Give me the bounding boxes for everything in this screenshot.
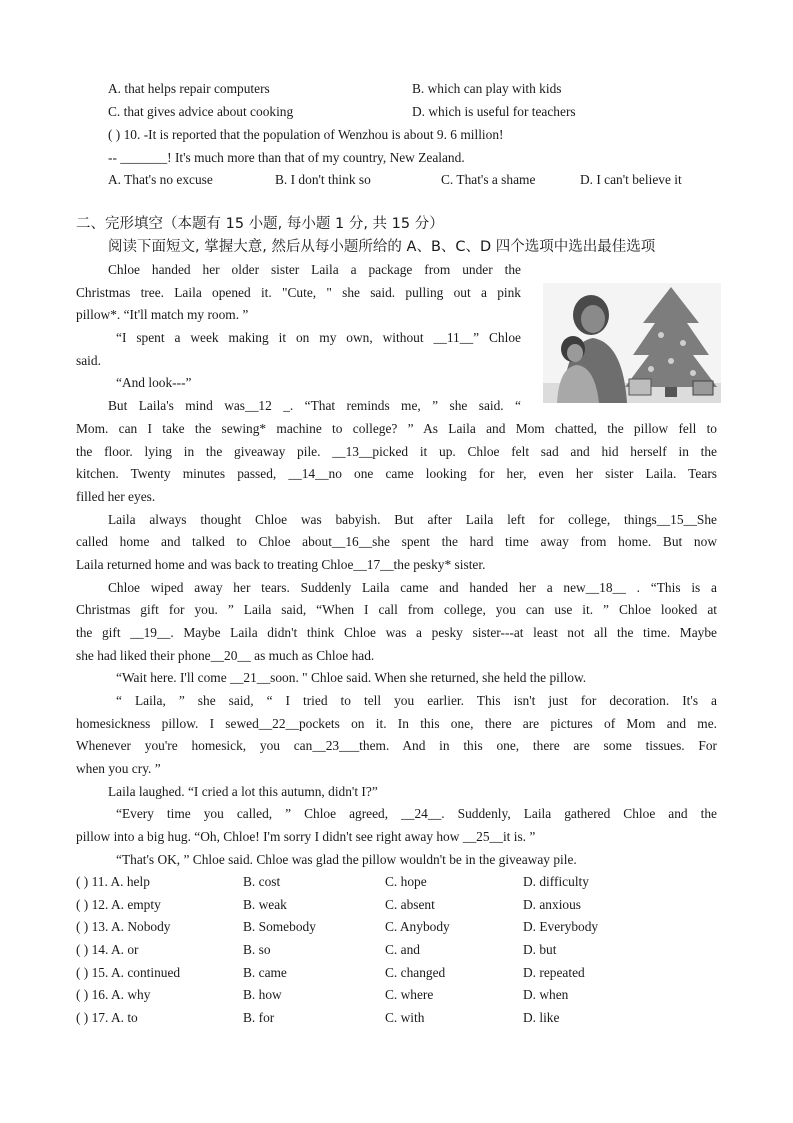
option-d: D. but bbox=[523, 942, 557, 957]
passage-line: “And look---” bbox=[116, 375, 192, 390]
option-d: D. repeated bbox=[523, 965, 585, 980]
option-b: B. Somebody bbox=[243, 919, 316, 934]
passage-line: called home and talked to Chloe about__16__she spent the hard time away from home. But now bbox=[76, 534, 717, 549]
question-number: ( ) 17. A. to bbox=[76, 1010, 138, 1025]
passage-line: “ Laila, ” she said, “ I tried to tell you earlier. This isn't just for decoration. It's a bbox=[116, 693, 717, 708]
question-number: ( ) 11. A. help bbox=[76, 874, 150, 889]
q9-option-c: C. that gives advice about cooking bbox=[108, 104, 294, 119]
q9-option-a: A. that helps repair computers bbox=[108, 81, 270, 96]
question-number: ( ) 16. A. why bbox=[76, 987, 151, 1002]
option-c: C. with bbox=[385, 1010, 425, 1025]
option-d: D. anxious bbox=[523, 897, 582, 912]
q10-option-d: D. I can't believe it bbox=[580, 172, 682, 187]
option-b: B. weak bbox=[243, 897, 287, 912]
passage-line: said. bbox=[76, 353, 101, 368]
passage-line: “Every time you called, ” Chloe agreed, __24__. Suddenly, Laila gathered Chloe and the bbox=[116, 806, 717, 821]
section-title: 二、完形填空（本题有 15 小题, 每小题 1 分, 共 15 分） bbox=[76, 216, 444, 232]
option-c: C. where bbox=[385, 987, 434, 1002]
option-c: C. changed bbox=[385, 965, 446, 980]
option-b: B. cost bbox=[243, 874, 281, 889]
passage-line: Chloe wiped away her tears. Suddenly Laila came and handed her a new__18__ . “This is a bbox=[108, 580, 717, 595]
passage-line: the gift __19__. Maybe Laila didn't think Chloe was a pesky sister---at least not all the time. Maybe bbox=[76, 625, 717, 640]
passage-line: the floor. lying in the giveaway pile. __13__picked it up. Chloe felt sad and hid herself in the bbox=[76, 444, 717, 459]
passage-line: Laila laughed. “I cried a lot this autumn, didn't I?” bbox=[108, 784, 378, 799]
passage-line: “I spent a week making it on my own, without __11__” Chloe bbox=[116, 330, 521, 345]
passage-line: Mom. can I take the sewing* machine to college? ” As Laila and Mom chatted, the pillow fell to bbox=[76, 421, 717, 436]
option-b: B. came bbox=[243, 965, 287, 980]
passage-line: Christmas tree. Laila opened it. "Cute, " she said. pulling out a pink bbox=[76, 285, 521, 300]
passage-line: Chloe handed her older sister Laila a package from under the bbox=[108, 262, 521, 277]
option-d: D. Everybody bbox=[523, 919, 599, 934]
option-b: B. how bbox=[243, 987, 282, 1002]
passage-line: “That's OK, ” Chloe said. Chloe was glad the pillow wouldn't be in the giveaway pile. bbox=[116, 852, 577, 867]
q10-option-c: C. That's a shame bbox=[441, 172, 536, 187]
q10-reply: -- _______! It's much more than that of my country, New Zealand. bbox=[108, 150, 465, 165]
option-b: B. so bbox=[243, 942, 271, 957]
passage-line: Laila always thought Chloe was babyish. But after Laila left for college, things__15__She bbox=[108, 512, 717, 527]
option-d: D. like bbox=[523, 1010, 560, 1025]
passage-line: Laila returned home and was back to treating Chloe__17__the pesky* sister. bbox=[76, 557, 486, 572]
q10-option-b: B. I don't think so bbox=[275, 172, 371, 187]
passage-line: pillow into a big hug. “Oh, Chloe! I'm sorry I didn't see right away how __25__it is. ” bbox=[76, 829, 536, 844]
question-number: ( ) 13. A. Nobody bbox=[76, 919, 171, 934]
passage-line: homesickness pillow. I sewed__22__pockets on it. In this one, there are pictures of Mom and me. bbox=[76, 716, 717, 731]
question-number: ( ) 15. A. continued bbox=[76, 965, 181, 980]
option-c: C. Anybody bbox=[385, 919, 450, 934]
passage-line: filled her eyes. bbox=[76, 489, 156, 504]
question-number: ( ) 12. A. empty bbox=[76, 897, 161, 912]
passage-line: Christmas gift for you. ” Laila said, “When I call from college, you can use it. ” Chloe looked at bbox=[76, 602, 717, 617]
passage-line: “Wait here. I'll come __21__soon. " Chloe said. When she returned, she held the pillow. bbox=[116, 670, 587, 685]
christmas-illustration bbox=[543, 283, 721, 403]
passage-line: pillow*. “It'll match my room. ” bbox=[76, 307, 249, 322]
question-number: ( ) 14. A. or bbox=[76, 942, 139, 957]
passage-line: But Laila's mind was__12 _. “That reminds me, ” she said. “ bbox=[108, 398, 521, 413]
passage-line: when you cry. ” bbox=[76, 761, 161, 776]
q9-option-b: B. which can play with kids bbox=[412, 81, 562, 96]
passage-line: she had liked their phone__20__ as much as Chloe had. bbox=[76, 648, 375, 663]
option-d: D. when bbox=[523, 987, 569, 1002]
option-c: C. absent bbox=[385, 897, 435, 912]
option-b: B. for bbox=[243, 1010, 275, 1025]
option-d: D. difficulty bbox=[523, 874, 589, 889]
option-c: C. hope bbox=[385, 874, 427, 889]
passage-line: kitchen. Twenty minutes passed, __14__no one came looking for her, even her sister Laila. Tears bbox=[76, 466, 717, 481]
q10-option-a: A. That's no excuse bbox=[108, 172, 213, 187]
q10-stem: ( ) 10. -It is reported that the population of Wenzhou is about 9. 6 million! bbox=[108, 127, 504, 142]
section-instruction: 阅读下面短文, 掌握大意, 然后从每小题所给的 A、B、C、D 四个选项中选出最佳选项 bbox=[108, 239, 656, 255]
q9-option-d: D. which is useful for teachers bbox=[412, 104, 576, 119]
option-c: C. and bbox=[385, 942, 420, 957]
passage-line: Whenever you're homesick, you can__23___them. And in this one, there are some tissues. For bbox=[76, 738, 717, 753]
